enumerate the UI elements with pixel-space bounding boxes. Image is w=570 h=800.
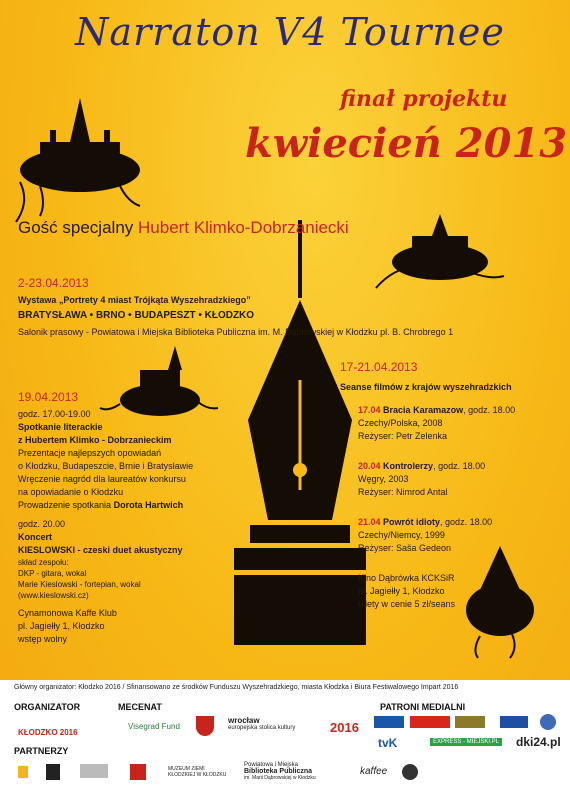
films-heading: Seanse filmów z krajów wyszehradzkich: [340, 382, 512, 392]
partnerzy-label: PARTNERZY: [14, 746, 69, 756]
organizator-label: ORGANIZATOR: [14, 702, 81, 712]
concert-time: godz. 20.00: [18, 519, 66, 529]
wroclaw-year: 2016: [330, 720, 359, 735]
cinema-info: [358, 572, 558, 611]
host-prefix: Prowadzenie spotkania: [18, 500, 112, 510]
films-date: 17-21.04.2013: [340, 360, 418, 374]
film-2-date: 20.04: [358, 461, 381, 471]
concert-venue: Cynamonowa Kaffe Klub: [18, 608, 117, 618]
lineup-3: Marie Kieslowski - fortepian, wokal: [18, 580, 141, 589]
film-2-origin: Węgry, 2003: [358, 474, 409, 484]
organizer-line: Główny organizator: Kłodzko 2016 / Sfinansowano ze środków Funduszu Wyszehradzkiego, miasta Kłodzka i Biura Festiwalowego Impart 2016: [14, 684, 459, 691]
film-1-director: Reżyser: Petr Zelenka: [358, 431, 448, 441]
dki24-logo: dki24.pl: [516, 735, 561, 749]
media-logo-3-icon: [455, 716, 485, 728]
partner-logo-3-icon: [80, 764, 108, 778]
film-3-origin: Czechy/Niemcy, 1999: [358, 530, 445, 540]
biblioteka-logo: Powiatowa i Miejska Biblioteka Publiczna im. Marii Dąbrowskiej w Kłodzku: [244, 762, 316, 781]
lineup-2: DKP - gitara, wokal: [18, 569, 87, 578]
partner-logo-5-icon: [402, 764, 418, 780]
exhibit-date: 2-23.04.2013: [18, 276, 89, 290]
media-logo-1-icon: [374, 716, 404, 728]
film-1-origin: Czechy/Polska, 2008: [358, 418, 443, 428]
film-item-1: [358, 404, 558, 443]
literary-line-4: na opowiadanie o Kłodzku: [18, 487, 124, 497]
visegrad-fund-logo: Visegrad Fund: [128, 722, 180, 731]
literary-line-2: o Kłodzku, Budapeszcie, Brnie i Bratysławie: [18, 461, 194, 471]
concert-address: pl. Jagiełły 1, Kłodzko: [18, 621, 105, 631]
special-guest: [18, 218, 349, 238]
concert-label: Koncert: [18, 532, 53, 542]
film-2-director: Reżyser: Nimrod Antal: [358, 487, 448, 497]
guest-label: Gość specjalny: [18, 218, 134, 237]
film-1-date: 17.04: [358, 405, 381, 415]
lineup-1: skład zespołu:: [18, 558, 69, 567]
muzeum-logo: MUZEUM ZIEMI KŁODZKIEJ W KŁODZKU: [168, 766, 227, 778]
concert-band: KIESLOWSKI - czeski duet akustyczny: [18, 545, 183, 555]
partner-logo-2-icon: [46, 764, 60, 780]
film-3-date: 21.04: [358, 517, 381, 527]
media-logo-5-icon: [540, 714, 556, 730]
film-2-title: Kontrolerzy: [383, 461, 434, 471]
tvk-logo: tvK: [378, 736, 398, 750]
host-name: Dorota Hartwich: [113, 500, 184, 510]
film-2-time: , godz. 18.00: [433, 461, 486, 471]
film-1-title: Bracia Karamazow: [383, 405, 464, 415]
literary-event: [18, 390, 318, 646]
parliament-sketch-icon: [16, 98, 140, 222]
patroni-label: PATRONI MEDIALNI: [380, 702, 466, 712]
film-item-2: [358, 460, 558, 499]
partner-logo-4-icon: [130, 764, 146, 780]
film-item-3: [358, 516, 558, 555]
poster-subtitle: finał projektu: [340, 86, 508, 112]
media-logo-4-icon: [500, 716, 528, 728]
film-3-director: Reżyser: Saša Gedeon: [358, 543, 452, 553]
literary-host: [18, 499, 318, 512]
poster-title: Narraton V4 Tournee: [75, 10, 505, 54]
cinema-address: pl. Jagiełły 1, Kłodzko: [358, 586, 445, 596]
wroclaw-2016-logo: wrocław europejska stolica kultury: [228, 716, 296, 731]
lineup-4: (www.kieslowski.cz): [18, 591, 89, 600]
exhibit-title: Wystawa „Portrety 4 miast Trójkąta Wyszehradzkiego”: [18, 295, 251, 305]
literary-heading-1: Spotkanie literackie: [18, 422, 103, 432]
kaffee-logo: kaffee: [360, 766, 388, 777]
klodzko-coat-of-arms-icon: [196, 716, 214, 736]
poster-date: kwiecień 2013: [245, 120, 568, 167]
literary-time: godz. 17.00-19.00: [18, 409, 91, 419]
media-logo-2-icon: [410, 716, 450, 728]
guest-name: Hubert Klimko-Dobrzaniecki: [138, 218, 349, 237]
literary-date: 19.04.2013: [18, 390, 79, 404]
literary-line-1: Prezentacje najlepszych opowiadań: [18, 448, 162, 458]
exhibit-cities: BRATYSŁAWA • BRNO • BUDAPESZT • KŁODZKO: [18, 310, 255, 321]
church-sketch-icon: [376, 214, 504, 288]
express-logo: EXPRESS - MIEJSKI.PL: [430, 738, 502, 746]
partner-logo-1-icon: [18, 766, 28, 778]
film-3-time: , godz. 18.00: [440, 517, 493, 527]
cinema-name: Kino Dąbrówka KCKSiR: [358, 573, 455, 583]
exhibit-place: Salonik prasowy - Powiatowa i Miejska Biblioteka Publiczna im. M. Dąbrowskiej w Kłodzku pl. B. Chrobrego 1: [18, 327, 454, 337]
klodzko-2016-logo: KŁODZKO 2016: [18, 728, 78, 737]
film-1-time: , godz. 18.00: [463, 405, 516, 415]
sponsors-footer: [0, 680, 570, 800]
mecenat-label: MECENAT: [118, 702, 162, 712]
literary-heading-2: z Hubertem Klimko - Dobrzanieckim: [18, 435, 172, 445]
film-3-title: Powrót idioty: [383, 517, 441, 527]
concert-entry: wstęp wolny: [18, 634, 68, 644]
cinema-tickets: bilety w cenie 5 zł/seans: [358, 599, 456, 609]
literary-line-3: Wręczenie nagród dla laureatów konkursu: [18, 474, 186, 484]
